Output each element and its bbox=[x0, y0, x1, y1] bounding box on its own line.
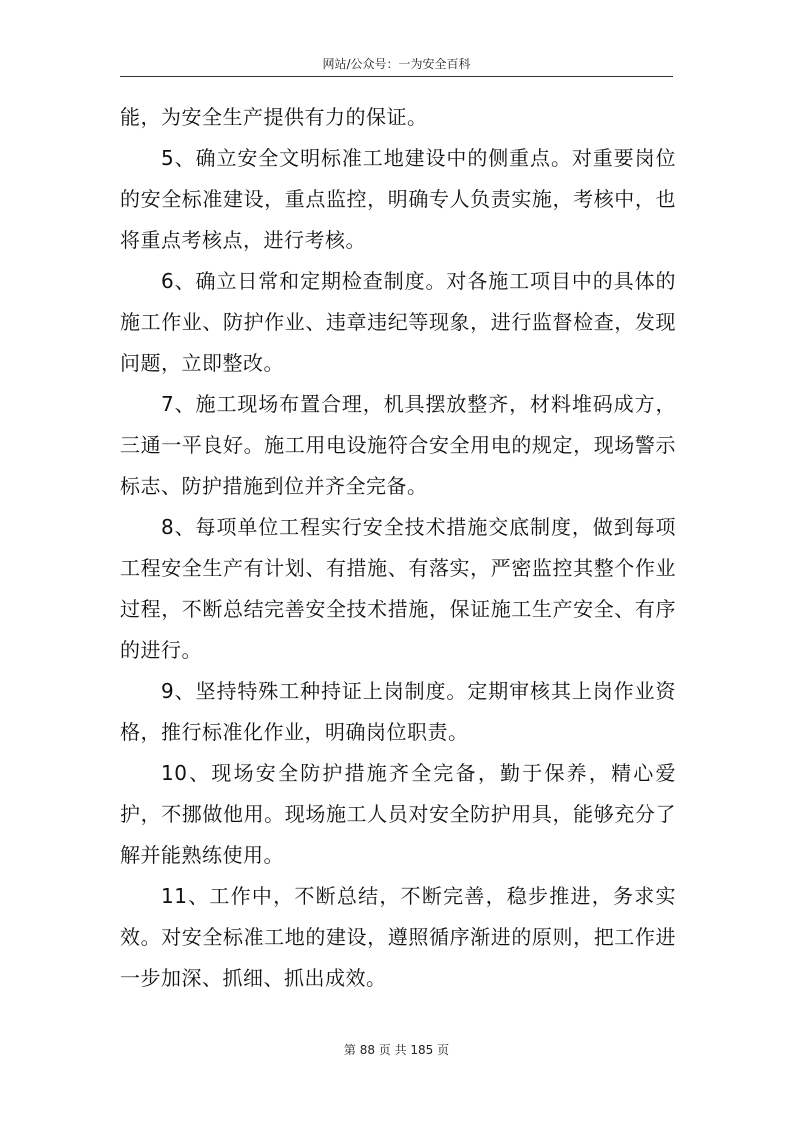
header-divider bbox=[120, 76, 673, 77]
paragraph-item-7: 7、施工现场布置合理，机具摆放整齐，材料堆码成方，三通一平良好。施工用电设施符合安全用电的规定，现场警示标志、防护措施到位并齐全完备。 bbox=[120, 392, 676, 498]
paragraph-item-11: 11、工作中，不断总结，不断完善，稳步推进，务求实效。对安全标准工地的建设，遵照循序渐进的原则，把工作进一步加深、抓细、抓出成效。 bbox=[120, 884, 676, 990]
paragraph-continuation: 能，为安全生产提供有力的保证。 bbox=[120, 105, 428, 129]
page-number-footer: 第 88 页 共 185 页 bbox=[343, 1043, 450, 1057]
paragraph-item-10: 10、现场安全防护措施齐全完备，勤于保养，精心爱护，不挪做他用。现场施工人员对安全防护用具，能够充分了解并能熟练使用。 bbox=[120, 761, 676, 867]
paragraph-item-5: 5、确立安全文明标准工地建设中的侧重点。对重要岗位的安全标准建设，重点监控，明确专人负责实施，考核中，也将重点考核点，进行考核。 bbox=[120, 146, 676, 252]
paragraph-item-6: 6、确立日常和定期检查制度。对各施工项目中的具体的施工作业、防护作业、违章违纪等现象，进行监督检查，发现问题，立即整改。 bbox=[120, 269, 676, 375]
document-body bbox=[120, 97, 676, 999]
paragraph-item-9: 9、坚持特殊工种持证上岗制度。定期审核其上岗作业资格，推行标准化作业，明确岗位职责。 bbox=[120, 679, 676, 744]
paragraph-item-8: 8、每项单位工程实行安全技术措施交底制度，做到每项工程安全生产有计划、有措施、有落实，严密监控其整个作业过程，不断总结完善安全技术措施，保证施工生产安全、有序的进行。 bbox=[120, 515, 676, 662]
page-header: 网站/公众号：一为安全百科 bbox=[322, 57, 471, 71]
